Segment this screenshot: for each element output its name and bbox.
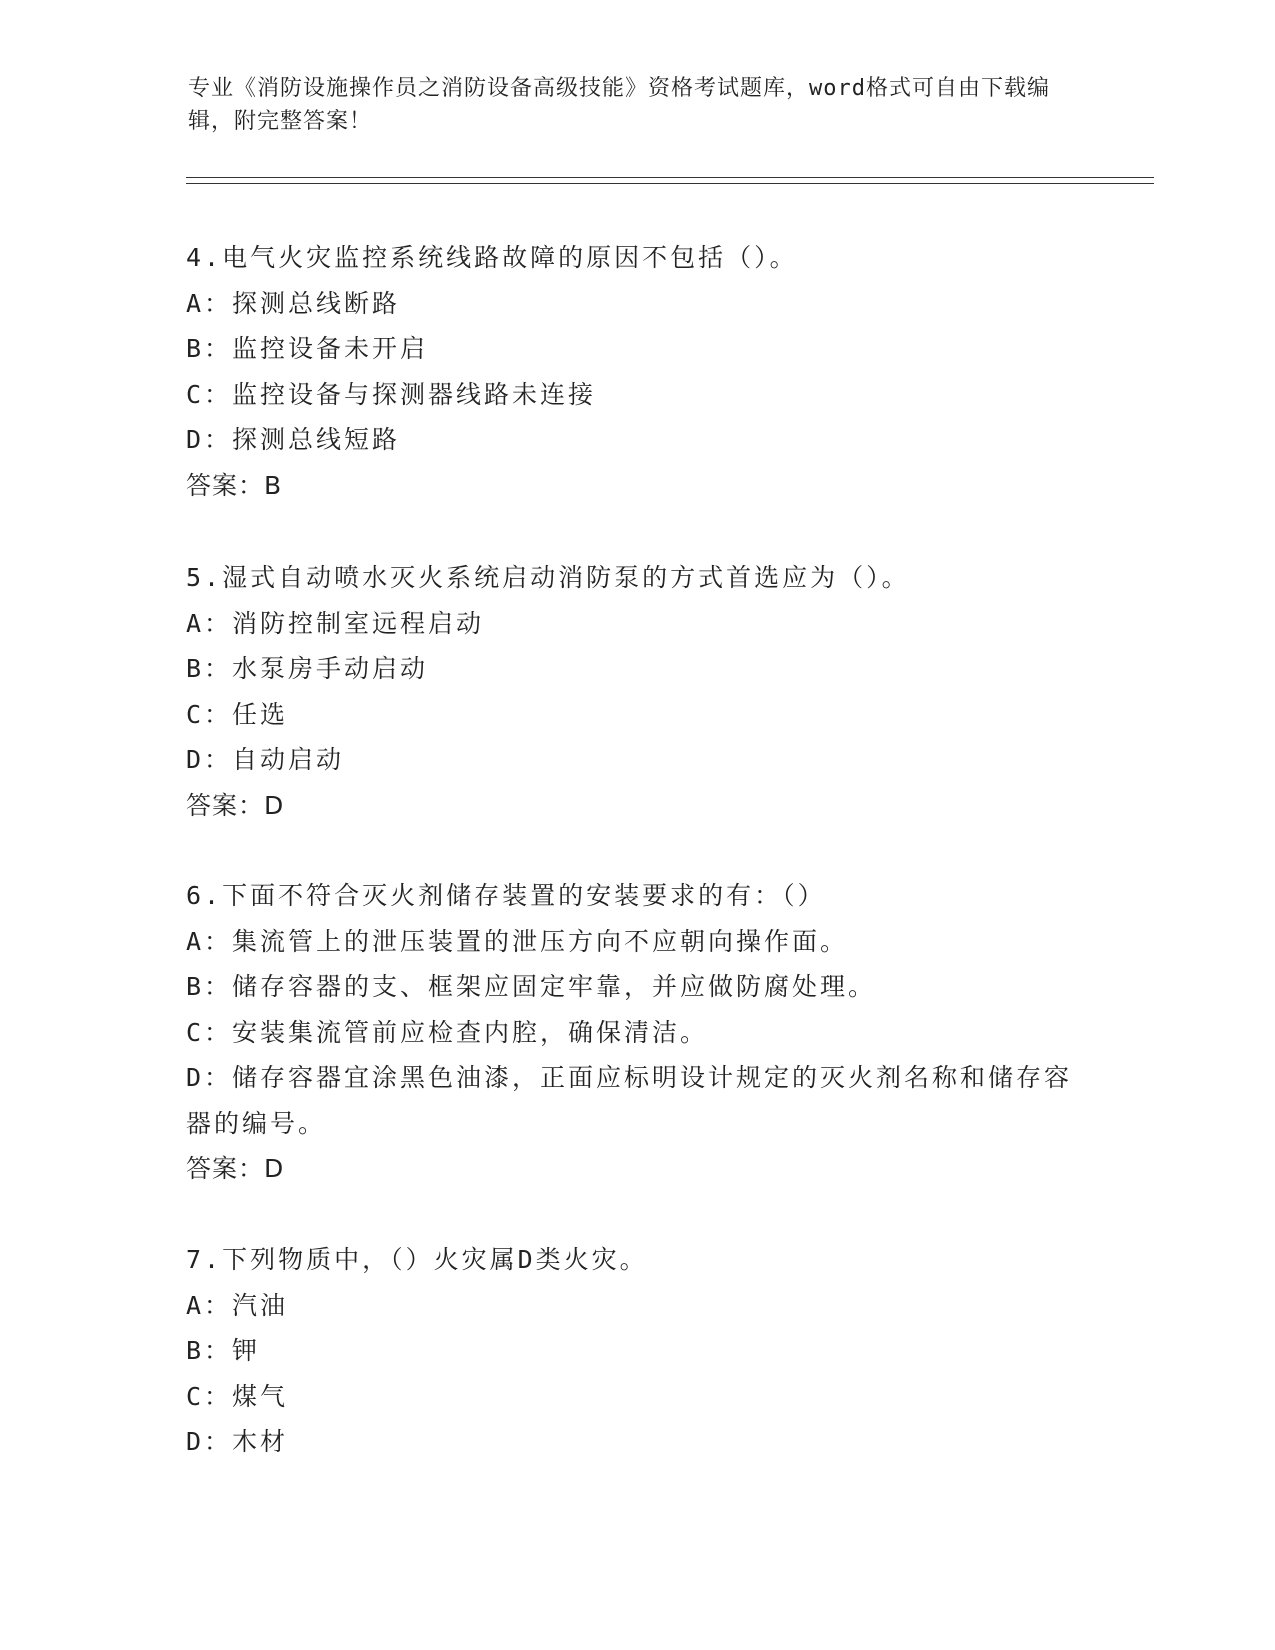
- option-b: B：监控设备未开启: [186, 334, 429, 363]
- option-a: A：汽油: [186, 1290, 289, 1320]
- option-b: B：储存容器的支、框架应固定牢靠，并应做防腐处理。: [186, 972, 877, 1001]
- option-a: A：探测总线断路: [186, 288, 401, 318]
- option-a: A：集流管上的泄压装置的泄压方向不应朝向操作面。: [186, 926, 849, 956]
- option-c: C：监控设备与探测器线路未连接: [186, 379, 597, 409]
- answer-line: 答案：D: [186, 790, 285, 820]
- question-stem: 4.电气火灾监控系统线路故障的原因不包括（）。: [186, 243, 798, 272]
- answer-line: 答案：D: [186, 1154, 285, 1183]
- question-stem: 6.下面不符合灭火剂储存装置的安装要求的有：（）: [186, 881, 826, 910]
- option-d: D：木材: [186, 1427, 289, 1456]
- option-b: B：水泵房手动启动: [186, 654, 429, 683]
- option-d: D：自动启动: [186, 745, 345, 774]
- document-header: 专业《消防设施操作员之消防设备高级技能》资格考试题库，word格式可自由下载编辑，附完整答案！: [188, 76, 1050, 134]
- question-stem: 5.湿式自动喷水灭火系统启动消防泵的方式首选应为（）。: [186, 563, 910, 592]
- question-5: [186, 555, 1086, 829]
- question-6: [186, 873, 1086, 1192]
- option-c: C：安装集流管前应检查内腔，确保清洁。: [186, 1017, 709, 1047]
- question-4: [186, 235, 1086, 509]
- option-c: C：煤气: [186, 1381, 289, 1411]
- option-d: D：储存容器宜涂黑色油漆，正面应标明设计规定的灭火剂名称和储存容器的编号。: [186, 1063, 1073, 1138]
- option-b: B：钾: [186, 1336, 261, 1365]
- question-7: [186, 1237, 1086, 1465]
- answer-line: 答案：B: [186, 470, 283, 500]
- question-stem: 7.下列物质中，（）火灾属D类火灾。: [186, 1245, 648, 1274]
- option-a: A：消防控制室远程启动: [186, 608, 485, 638]
- option-c: C：任选: [186, 699, 289, 729]
- header-divider-bottom: [186, 183, 1154, 184]
- option-d: D：探测总线短路: [186, 425, 401, 454]
- header-divider-top: [186, 177, 1154, 178]
